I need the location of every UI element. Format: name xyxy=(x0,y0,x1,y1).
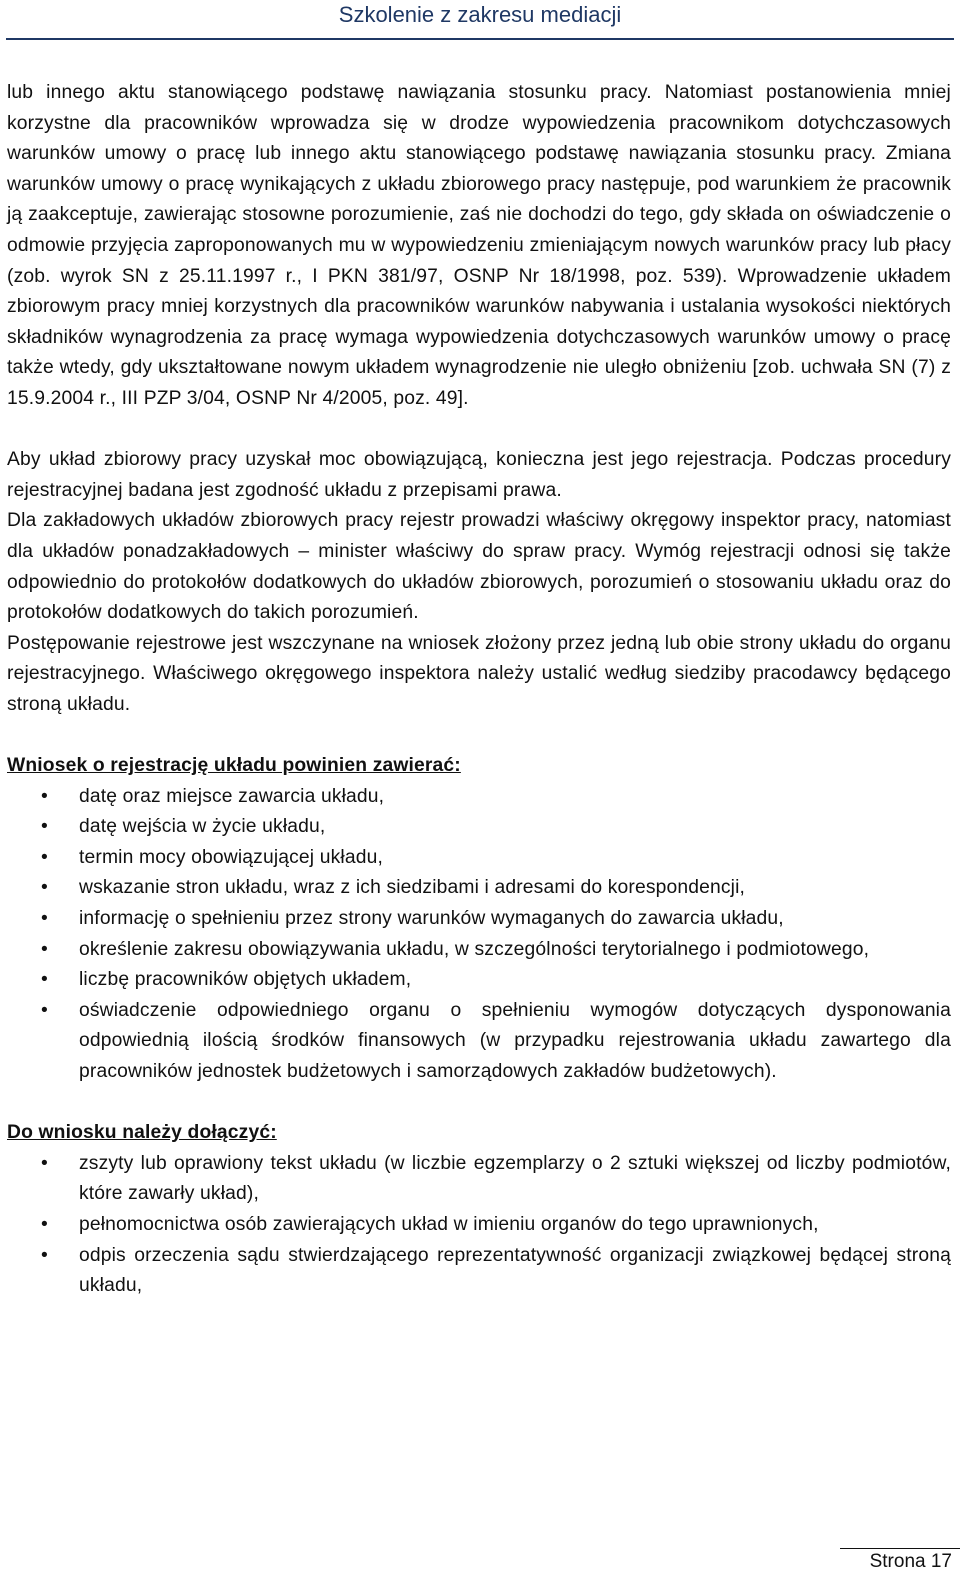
list-item: • datę oraz miejsce zawarcia układu, xyxy=(7,782,951,813)
header-title: Szkolenie z zakresu mediacji xyxy=(338,2,622,27)
section-heading-application: Wniosek o rejestrację układu powinien zawierać: xyxy=(7,755,461,777)
header-divider xyxy=(6,38,954,40)
bullet-icon: • xyxy=(41,999,48,1021)
paragraph-3: Dla zakładowych układów zbiorowych pracy rejestr prowadzi właściwy okręgowy inspektor pracy, natomiast dla układów ponadzakładowych – minister właściwy do spraw pracy. Wymóg rejestracji odnosi się także odpowiednio do protokołów dodatkowych do układów zbiorowych, porozumień o stosowaniu układu oraz do protokołów dodatkowych do takich porozumień. xyxy=(7,510,951,624)
list-item: • oświadczenie odpowiedniego organu o spełnieniu wymogów dotyczących dysponowania odpowiednią ilością środków finansowych (w przypadku rejestrowania układu zawartego dla pracowników jednostek budżetowych i samorządowych zakładów budżetowych). xyxy=(7,996,951,1088)
list-item: • pełnomocnictwa osób zawierających układ w imieniu organów do tego uprawnionych, xyxy=(7,1210,951,1241)
paragraph-1: lub innego aktu stanowiącego podstawę nawiązania stosunku pracy. Natomiast postanowienia mniej korzystne dla pracowników wprowadza się w drodze wypowiedzenia pracownikom dotychczasowych warunków umowy o pracę lub innego aktu stanowiącego podstawę nawiązania stosunku pracy. Zmiana warunków umowy o pracę wynikających z układu zbiorowego pracy następuje, pod warunkiem że pracownik ją zaakceptuje, zawierając stosowne porozumienie, zaś nie dochodzi do tego, gdy składa on oświadczenie o odmowie przyjęcia zaproponowanych mu w wypowiedzeniu zmieniającym nowych warunków pracy lub płacy (zob. wyrok SN z 25.11.1997 r., I PKN 381/97, OSNP Nr 18/1998, poz. 539). Wprowadzenie układem zbiorowym pracy mniej korzystnych dla pracowników warunków nabywania i ustalania wysokości niektórych składników wynagrodzenia za pracę wymaga wypowiedzenia dotychczasowych warunków umowy o pracę także wtedy, gdy ukształtowane nowym układem wynagrodzenie nie uległo obniżeniu [zob. uchwała SN (7) z 15.9.2004 r., III PZP 3/04, OSNP Nr 4/2005, poz. 49]. xyxy=(7,82,951,409)
bullet-icon: • xyxy=(41,1213,48,1235)
application-contents-list xyxy=(7,782,951,1088)
attachments-list xyxy=(7,1149,951,1302)
bullet-icon: • xyxy=(41,877,48,899)
list-item: • zszyty lub oprawiony tekst układu (w liczbie egzemplarzy o 2 sztuki większej od liczby podmiotów, które zawarły układ), xyxy=(7,1149,951,1210)
list-item: • liczbę pracowników objętych układem, xyxy=(7,965,951,996)
list-item: • datę wejścia w życie układu, xyxy=(7,812,951,843)
list-item: • informację o spełnieniu przez strony warunków wymaganych do zawarcia układu, xyxy=(7,904,951,935)
bullet-icon: • xyxy=(41,816,48,838)
paragraph-4: Postępowanie rejestrowe jest wszczynane na wniosek złożony przez jedną lub obie strony układu do organu rejestracyjnego. Właściwego okręgowego inspektora należy ustalić według siedziby pracodawcy będącego stroną układu. xyxy=(7,632,951,715)
list-item: • odpis orzeczenia sądu stwierdzającego reprezentatywność organizacji związkowej będącej stroną układu, xyxy=(7,1241,951,1302)
list-item: • wskazanie stron układu, wraz z ich siedzibami i adresami do korespondencji, xyxy=(7,873,951,904)
list-item: • określenie zakresu obowiązywania układu, w szczególności terytorialnego i podmiotowego, xyxy=(7,935,951,966)
page-number: Strona 17 xyxy=(869,1551,952,1572)
bullet-icon: • xyxy=(41,908,48,930)
bullet-icon: • xyxy=(41,938,48,960)
bullet-icon: • xyxy=(41,1244,48,1266)
paragraph-2: Aby układ zbiorowy pracy uzyskał moc obowiązującą, konieczna jest jego rejestracja. Podczas procedury rejestracyjnej badana jest zgodność układu z przepisami prawa. xyxy=(7,449,951,501)
page-content xyxy=(7,78,951,1302)
bullet-icon: • xyxy=(41,785,48,807)
bullet-icon: • xyxy=(41,1152,48,1174)
bullet-icon: • xyxy=(41,846,48,868)
section-heading-attachments: Do wniosku należy dołączyć: xyxy=(7,1122,277,1144)
list-item: • termin mocy obowiązującej układu, xyxy=(7,843,951,874)
bullet-icon: • xyxy=(41,969,48,991)
